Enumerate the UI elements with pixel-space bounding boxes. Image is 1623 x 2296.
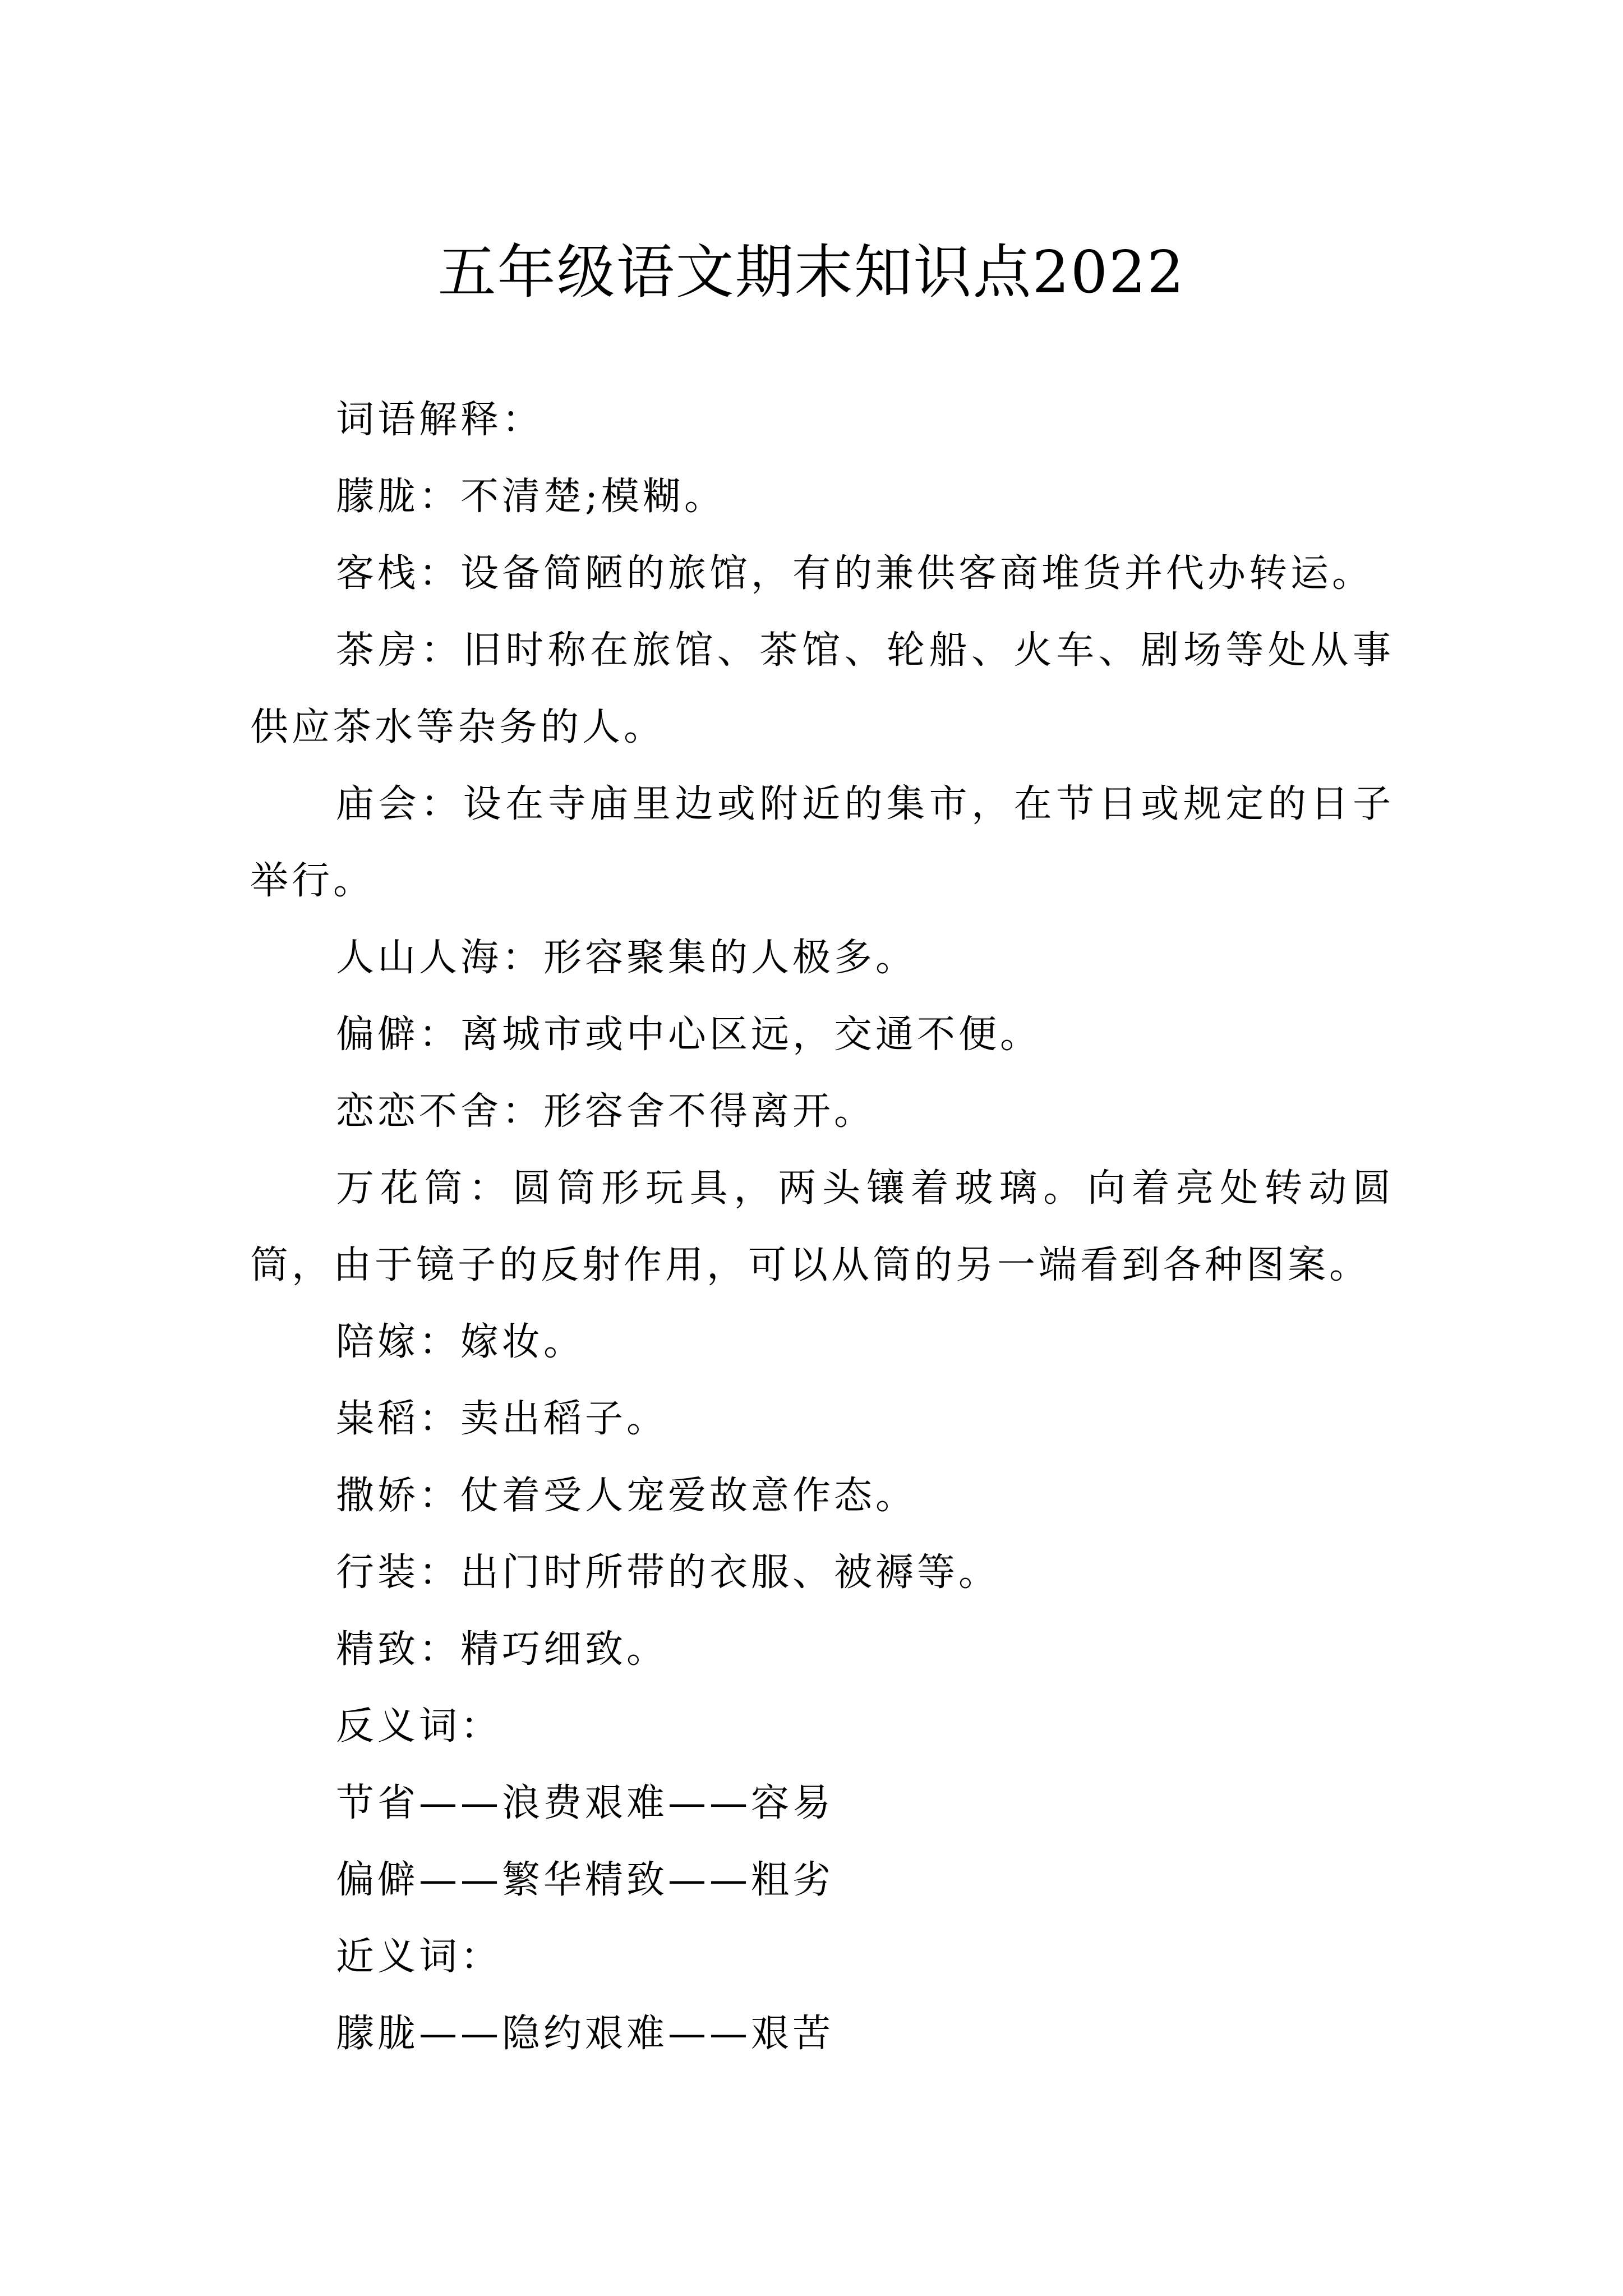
document-body bbox=[250, 381, 1394, 2072]
section-heading-antonyms: 反义词： bbox=[336, 1704, 502, 1749]
definition-menglong: 朦胧：不清楚;模糊。 bbox=[336, 475, 726, 519]
definition-peijia: 陪嫁：嫁妆。 bbox=[336, 1320, 585, 1364]
section-heading-synonyms: 近义词： bbox=[336, 1935, 502, 1979]
definition-sajiao: 撒娇：仗着受人宠爱故意作态。 bbox=[336, 1474, 917, 1518]
definition-renshanrenhai: 人山人海：形容聚集的人极多。 bbox=[336, 936, 917, 980]
antonym-line-2: 偏僻——繁华精致——粗劣 bbox=[336, 1858, 834, 1902]
definition-kezhan: 客栈：设备简陋的旅馆，有的兼供客商堆货并代办转运。 bbox=[336, 551, 1374, 596]
definition-miaohui: 庙会：设在寺庙里边或附近的集市，在节日或规定的日子举行。 bbox=[250, 782, 1394, 903]
definition-chafang: 茶房：旧时称在旅馆、茶馆、轮船、火车、剧场等处从事供应茶水等杂务的人。 bbox=[250, 628, 1394, 749]
definition-xingzhuang: 行装：出门时所带的衣服、被褥等。 bbox=[336, 1550, 1000, 1595]
synonym-line-1: 朦胧——隐约艰难——艰苦 bbox=[336, 2012, 834, 2056]
document-title: 五年级语文期末知识点2022 bbox=[437, 237, 1186, 306]
definition-wanhuatong: 万花筒：圆筒形玩具，两头镶着玻璃。向着亮处转动圆筒，由于镜子的反射作用，可以从筒的另一端看到各种图案。 bbox=[250, 1166, 1394, 1287]
definition-pianpi: 偏僻：离城市或中心区远，交通不便。 bbox=[336, 1013, 1042, 1057]
definition-tiaodao: 粜稻：卖出稻子。 bbox=[336, 1397, 668, 1441]
section-heading-word-explanations: 词语解释： bbox=[336, 398, 544, 442]
antonym-line-1: 节省——浪费艰难——容易 bbox=[336, 1781, 834, 1825]
definition-lianlianbushe: 恋恋不舍：形容舍不得离开。 bbox=[336, 1089, 876, 1134]
definition-jingzhi: 精致：精巧细致。 bbox=[336, 1627, 668, 1672]
